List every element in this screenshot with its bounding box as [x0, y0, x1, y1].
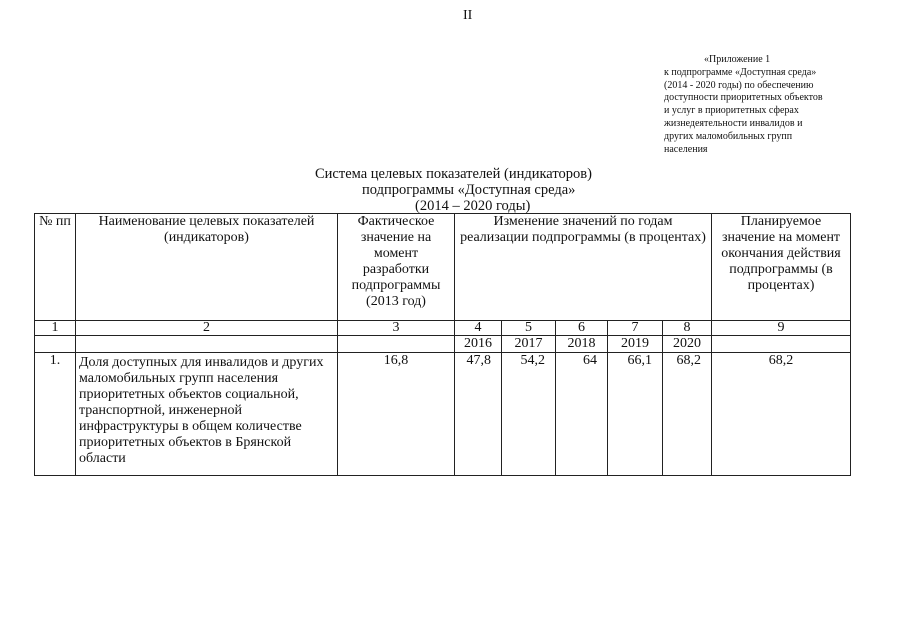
year-cell: 2017	[502, 336, 556, 353]
appendix-line: к подпрограмме «Доступная среда»	[664, 66, 817, 78]
header-actual: Фактическое значение на момент разработки подпрограммы (2013 год)	[338, 214, 455, 321]
column-number: 6	[556, 321, 608, 336]
column-number: 5	[502, 321, 556, 336]
column-number: 3	[338, 321, 455, 336]
header-num: № пп	[35, 214, 76, 321]
column-number-row	[35, 321, 851, 336]
header-row	[35, 214, 851, 321]
column-number: 1	[35, 321, 76, 336]
header-change: Изменение значений по годам реализации подпрограммы (в процентах)	[455, 214, 712, 321]
title-line-1: Система целевых показателей (индикаторов)	[315, 166, 592, 182]
year-value: 47,8	[455, 353, 502, 476]
title-line-2: подпрограммы «Доступная среда»	[362, 182, 576, 198]
appendix-line: жизнедеятельности инвалидов и	[664, 117, 803, 129]
document-title	[0, 166, 905, 214]
page-number: II	[463, 8, 473, 23]
year-value: 64	[556, 353, 608, 476]
appendix-line: и услуг в приоритетных сферах	[664, 105, 799, 117]
year-value: 54,2	[502, 353, 556, 476]
year-cell: 2018	[556, 336, 608, 353]
row-number: 1.	[35, 353, 76, 476]
year-value: 66,1	[608, 353, 663, 476]
indicators-table	[34, 213, 851, 476]
year-cell: 2019	[608, 336, 663, 353]
appendix-line: доступности приоритетных объектов	[664, 92, 823, 104]
appendix-line: населения	[664, 143, 708, 155]
year-blank	[338, 336, 455, 353]
header-planned: Планируемое значение на момент окончания действия подпрограммы (в процентах)	[712, 214, 851, 321]
appendix-line: «Приложение 1	[704, 54, 771, 65]
year-cell: 2016	[455, 336, 502, 353]
year-blank	[76, 336, 338, 353]
column-number: 8	[663, 321, 712, 336]
title-line-3: (2014 – 2020 годы)	[415, 198, 531, 214]
year-value: 68,2	[663, 353, 712, 476]
header-name: Наименование целевых показателей (индикаторов)	[76, 214, 338, 321]
planned-value: 68,2	[712, 353, 851, 476]
column-number: 7	[608, 321, 663, 336]
year-blank	[35, 336, 76, 353]
year-blank	[712, 336, 851, 353]
year-cell: 2020	[663, 336, 712, 353]
column-number: 2	[76, 321, 338, 336]
indicator-name: Доля доступных для инвалидов и других маломобильных групп населения приоритетных объектов социальной, транспортной, инженерной инфраструктуры в общем количестве приоритетных объектов в Брянской области	[76, 353, 338, 476]
appendix-note	[664, 54, 864, 156]
table-row	[35, 353, 851, 476]
column-number: 4	[455, 321, 502, 336]
year-row	[35, 336, 851, 353]
column-number: 9	[712, 321, 851, 336]
appendix-line: других маломобильных групп	[664, 130, 793, 142]
appendix-line: (2014 - 2020 годы) по обеспечению	[664, 79, 814, 91]
actual-value: 16,8	[338, 353, 455, 476]
